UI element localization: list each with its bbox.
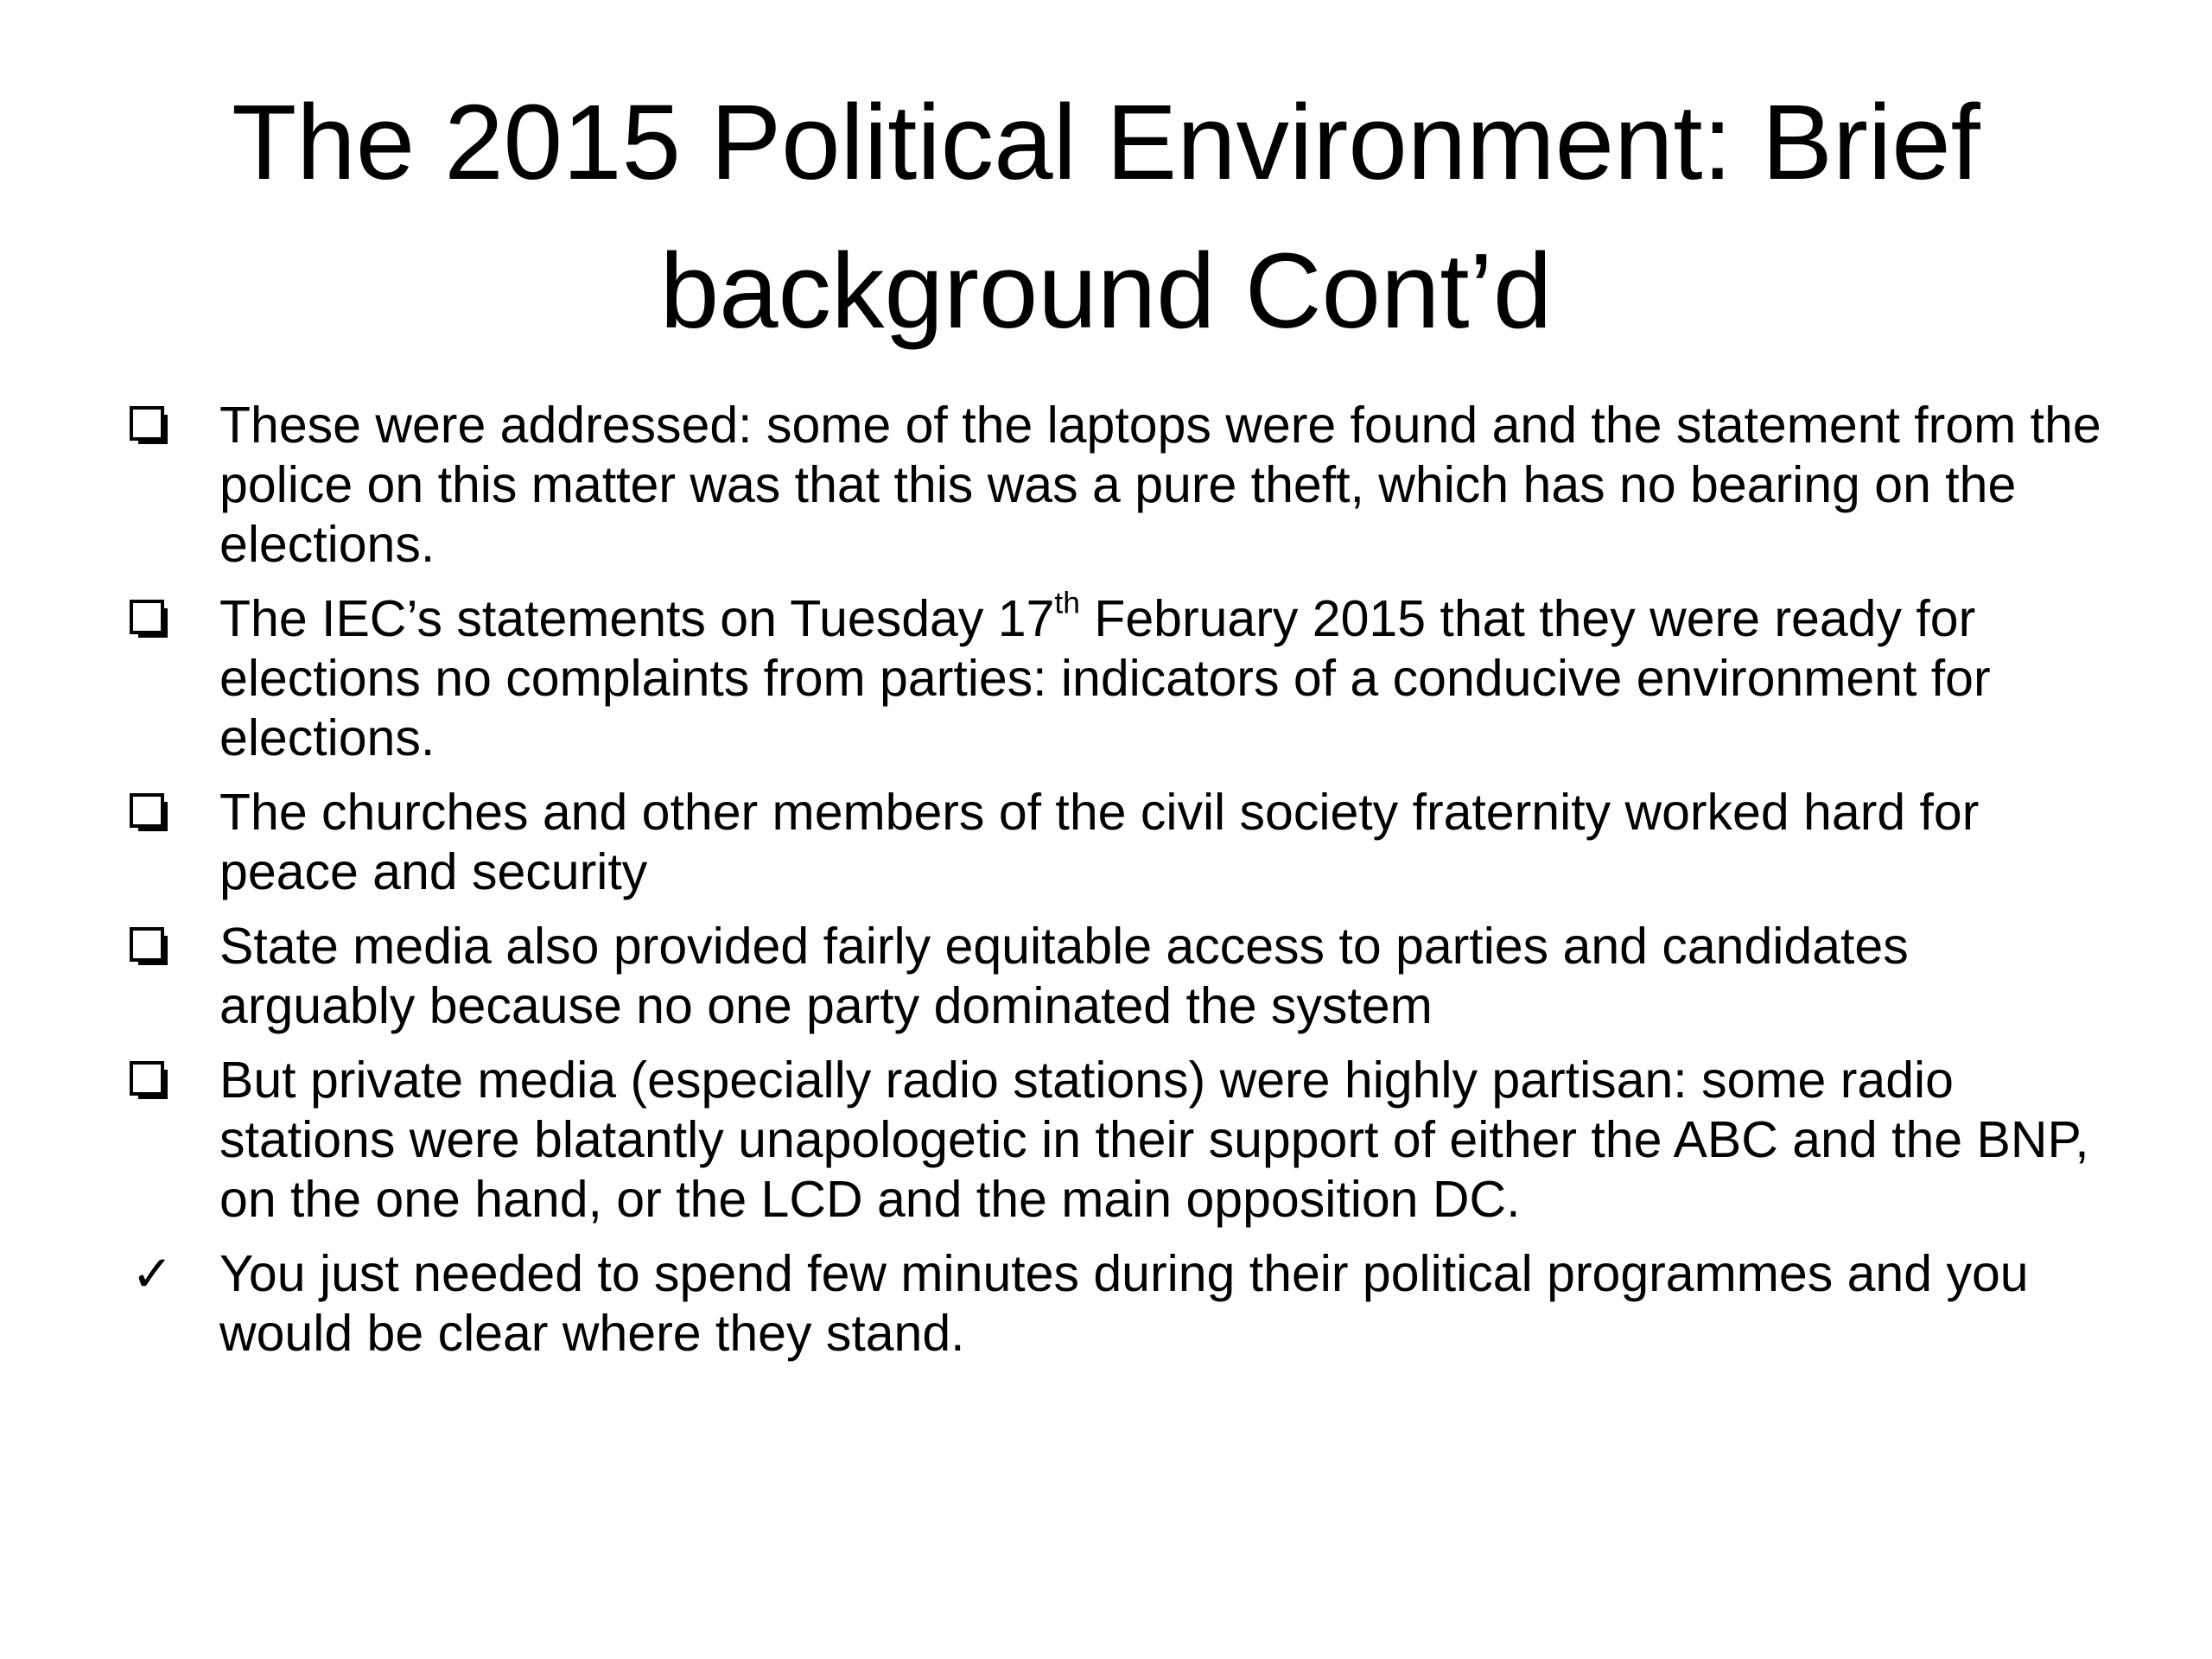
bullet-item (130, 585, 2117, 768)
bullet-text: You just needed to spend few minutes during their political programmes and you would be clear where they stand. (219, 1245, 2029, 1362)
checkbox-icon (130, 406, 169, 446)
ordinal-suffix: th (1054, 585, 1080, 620)
bullet-list (130, 396, 2117, 1378)
checkbox-icon (130, 927, 169, 967)
slide-title: The 2015 Political Environment: Brief background Cont’d (232, 84, 1980, 351)
checkbox-icon (130, 600, 169, 639)
checkbox-icon (130, 1061, 169, 1101)
bullet-text: These were addressed: some of the laptops were found and the statement from the police on this matter was that this was a pure theft, which has no bearing on the elections. (219, 397, 2101, 573)
checkmark-icon: ✓ (131, 1244, 174, 1303)
bullet-text: State media also provided fairly equitable access to parties and candidates arguably because no one party dominated the system (219, 918, 1909, 1034)
bullet-item (130, 396, 2117, 575)
bullet-text-part: February 2015 that they were ready for elections no complaints from parties: indicators of a conducive environment for elections. (219, 590, 1991, 766)
bullet-text: The churches and other members of the civil society fraternity worked hard for peace and security (219, 784, 1980, 900)
bullet-text: But private media (especially radio stations) were highly partisan: some radio stations were blatantly unapologetic in their support of either the ABC and the BNP, on the one hand, or the LCD and the main opposition DC. (219, 1052, 2089, 1228)
bullet-item (130, 917, 2117, 1036)
bullet-item (130, 783, 2117, 902)
checkbox-icon (130, 793, 169, 833)
bullet-item (130, 1244, 2117, 1363)
bullet-text (219, 585, 1991, 766)
bullet-text-part: The IEC’s statements on Tuesday 17 (219, 590, 1055, 647)
bullet-item (130, 1051, 2117, 1230)
